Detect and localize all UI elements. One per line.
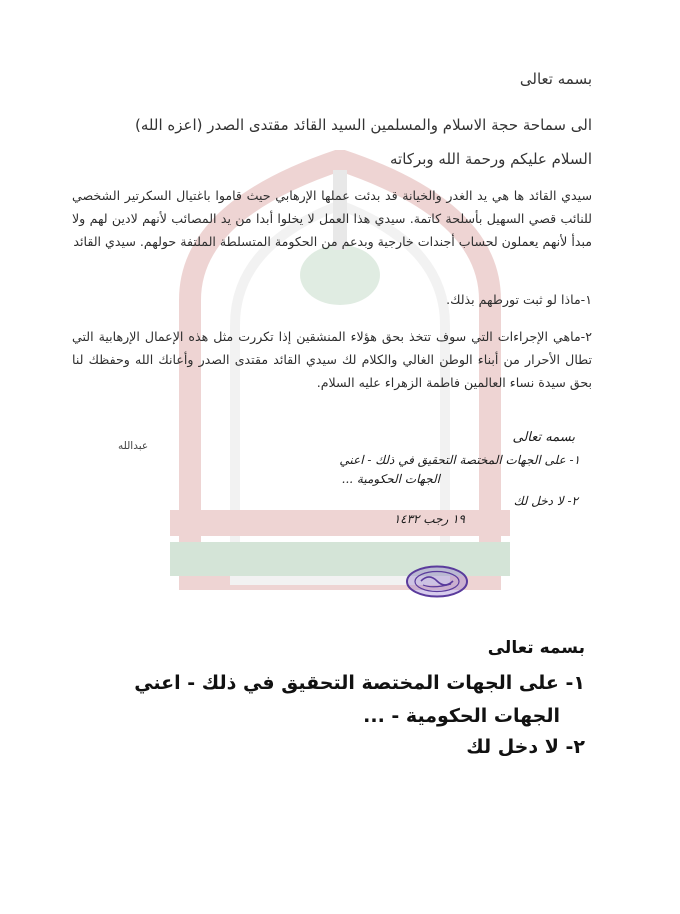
transcription-line-3: ٢- لا دخل لك — [466, 736, 585, 758]
handwritten-line-2: الجهات الحكومية ... — [341, 472, 440, 486]
transcription-line-2: الجهات الحكومية - ... — [363, 705, 560, 727]
letter-invocation: بسمه تعالى — [519, 70, 592, 88]
letter-greeting: السلام عليكم ورحمة الله وبركاته — [390, 150, 592, 168]
letter-question-2: ٢-ماهي الإجراءات التي سوف تتخذ بحق هؤلاء المنشقين إذا تكررت مثل هذه الإعمال الإرهابية التي تطال الأحرار من أبناء الوطن الغالي والكلام لك سيدي القائد مقتدى الصدر وأعانك الله وحفظك لنا بحق سيدة نساء العالمين فاطمة الزهراء عليه السلام. — [72, 329, 592, 391]
handwritten-line-3: ٢- لا دخل لك — [513, 494, 578, 508]
letter-addressee: الى سماحة حجة الاسلام والمسلمين السيد القائد مقتدى الصدر (اعزه الله) — [135, 116, 592, 134]
handwritten-date: ١٩ رجب ١٤٣٢ — [393, 512, 465, 526]
letter-signature: عبدالله — [118, 440, 149, 452]
transcription-invocation: بسمه تعالى — [487, 638, 585, 658]
seal-stamp — [405, 565, 469, 598]
letter-paragraph-1: سيدي القائد ها هي يد الغدر والخيانة قد بدئت عملها الإرهابي حيث قاموا باغتيال السكرتير الشخصي للنائب قصي السهيل بأسلحة كاتمة. سيدي هذا العمل لا يخلوا أبدا من يد المصائب لأنهم لادين لهم ولا مبدأ لأنهم يعملون لحساب أجندات خارجية وبدعم من الحكومة المتسلطة الملتفة حولهم. سيدي القائد — [72, 188, 592, 250]
transcription-line-1: ١- على الجهات المختصة التحقيق في ذلك - اعني — [134, 672, 585, 694]
letter-question-1: ١-ماذا لو ثبت تورطهم بذلك. — [446, 292, 592, 307]
handwritten-line-1: ١- على الجهات المختصة التحقيق في ذلك - اعني — [339, 453, 580, 467]
handwritten-invocation: بسمه تعالى — [512, 430, 575, 445]
